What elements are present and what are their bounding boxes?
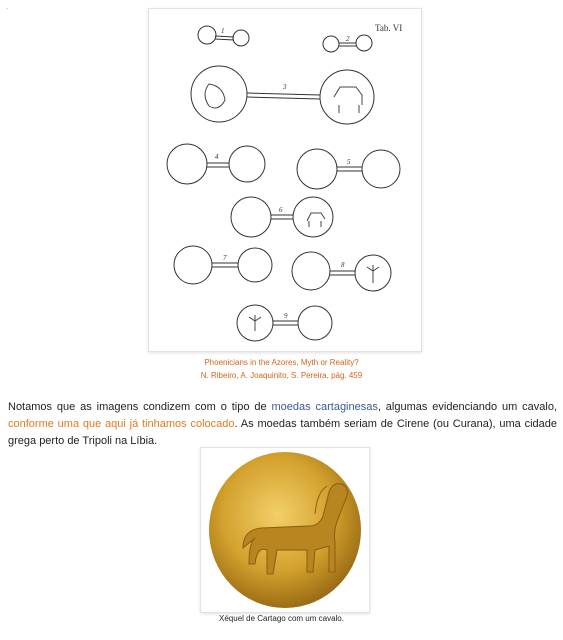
coin-caption: Xéquel de Cartago com um cavalo. bbox=[219, 614, 344, 623]
link-moedas-cartaginesas[interactable]: moedas cartaginesas bbox=[271, 401, 378, 413]
body-paragraph bbox=[8, 399, 557, 450]
svg-text:3: 3 bbox=[283, 83, 287, 91]
paragraph-text-1: Notamos que as imagens condizem com o tipo de bbox=[8, 401, 272, 413]
plate-caption-title: Phoenicians in the Azores, Myth or Reality? bbox=[204, 358, 359, 367]
svg-text:1: 1 bbox=[221, 27, 225, 35]
gold-coin-image[interactable] bbox=[200, 447, 370, 613]
coin-plate-drawing bbox=[149, 9, 421, 351]
svg-text:7: 7 bbox=[223, 254, 227, 262]
paragraph-text-2: , algumas evidenciando um cavalo, bbox=[377, 401, 557, 413]
svg-text:8: 8 bbox=[341, 261, 345, 269]
coin-plate-image[interactable] bbox=[148, 8, 422, 352]
gold-coin-drawing bbox=[201, 448, 369, 612]
plate-label: Tab. VI bbox=[375, 23, 403, 33]
svg-text:4: 4 bbox=[215, 153, 219, 161]
paragraph-text-3: . As moedas também seriam de Cirene (ou Curana), uma cidade grega perto de Tripoli na Líbia. bbox=[8, 418, 557, 447]
svg-text:2: 2 bbox=[346, 35, 350, 43]
svg-text:5: 5 bbox=[347, 158, 351, 166]
plate-caption-authors: N. Ribeiro, A. Joaquinito, S. Pereira, pág. 459 bbox=[200, 371, 363, 380]
link-conforme[interactable]: conforme uma que aqui já tinhamos colocado bbox=[8, 418, 235, 430]
page-marker: . bbox=[6, 2, 9, 11]
svg-text:9: 9 bbox=[284, 312, 288, 320]
svg-text:6: 6 bbox=[279, 206, 283, 214]
